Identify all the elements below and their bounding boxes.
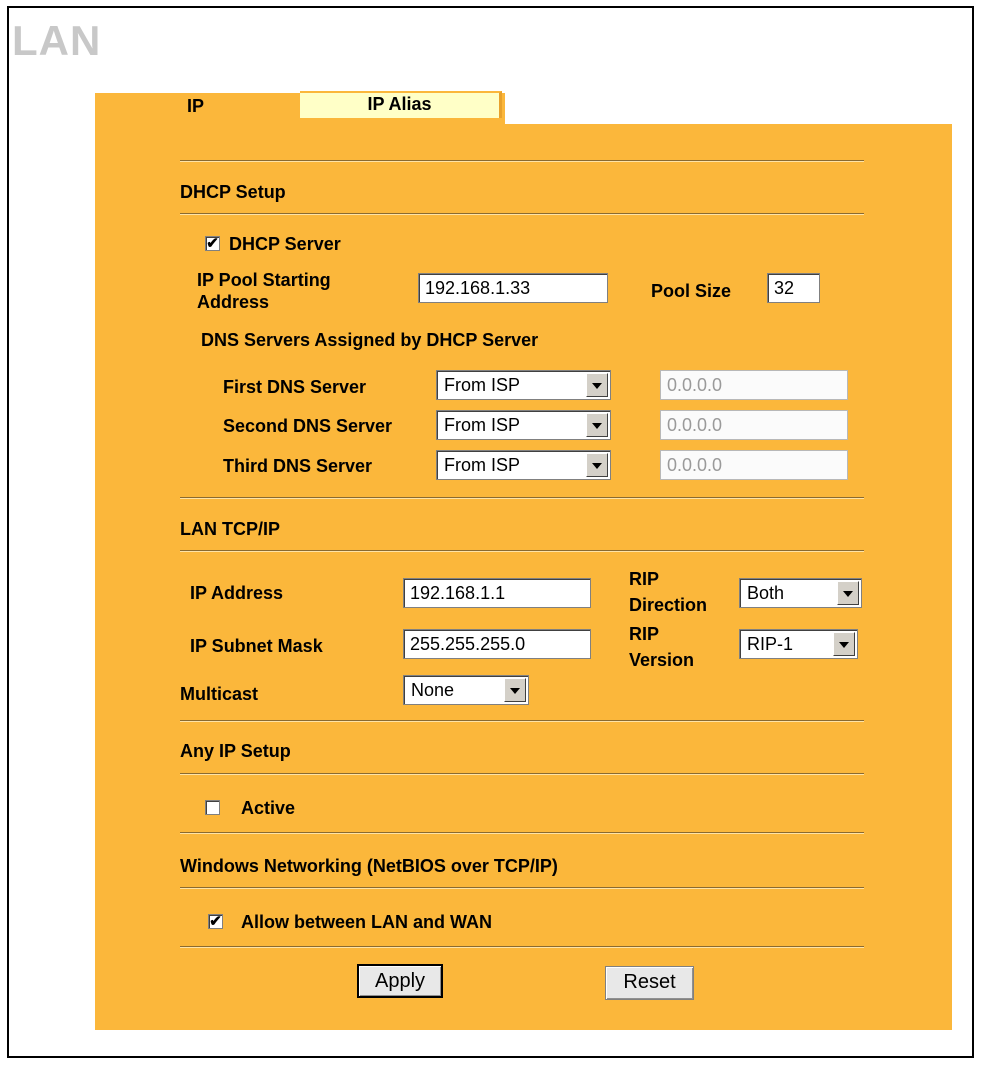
tab-ip-label: IP xyxy=(187,96,205,116)
rip-version-label: RIP xyxy=(629,624,660,644)
chevron-down-icon[interactable] xyxy=(504,678,526,702)
first-dns-select-value: From ISP xyxy=(444,375,521,395)
pool-start-label-line2: Address xyxy=(197,292,270,312)
second-dns-label: Second DNS Server xyxy=(223,416,393,436)
rip-version-select[interactable] xyxy=(739,629,858,659)
tab-ip[interactable] xyxy=(95,93,300,124)
first-dns-label: First DNS Server xyxy=(223,377,367,397)
third-dns-select[interactable] xyxy=(436,450,611,480)
dhcp-server-checkbox[interactable] xyxy=(205,236,220,251)
divider xyxy=(180,946,864,948)
second-dns-select-value: From ISP xyxy=(444,415,521,435)
divider xyxy=(180,497,864,499)
subnet-mask-input[interactable]: 255.255.255.0 xyxy=(403,629,591,659)
third-dns-address: 0.0.0.0 xyxy=(660,450,848,480)
tab-ip-alias[interactable]: IP Alias xyxy=(300,91,502,118)
any-ip-active-label: Active xyxy=(241,798,296,818)
chevron-down-icon[interactable] xyxy=(586,373,608,397)
any-ip-active-checkbox[interactable] xyxy=(205,800,220,815)
divider xyxy=(180,773,864,775)
chevron-down-icon[interactable] xyxy=(833,632,855,656)
divider xyxy=(180,887,864,889)
rip-direction-select[interactable] xyxy=(739,578,862,608)
third-dns-select-value: From ISP xyxy=(444,455,521,475)
divider xyxy=(180,832,864,834)
first-dns-select[interactable] xyxy=(436,370,611,400)
multicast-select[interactable] xyxy=(403,675,529,705)
dns-heading: DNS Servers Assigned by DHCP Server xyxy=(201,330,539,350)
first-dns-address: 0.0.0.0 xyxy=(660,370,848,400)
check-mark-icon: ✔ xyxy=(209,913,222,930)
chevron-down-icon[interactable] xyxy=(837,581,859,605)
chevron-down-icon[interactable] xyxy=(586,453,608,477)
third-dns-label: Third DNS Server xyxy=(223,456,373,476)
subnet-mask-label: IP Subnet Mask xyxy=(190,636,323,656)
ip-address-input[interactable]: 192.168.1.1 xyxy=(403,578,591,608)
multicast-label: Multicast xyxy=(180,684,259,704)
netbios-allow-label: Allow between LAN and WAN xyxy=(241,912,493,932)
ip-address-label: IP Address xyxy=(190,583,284,603)
reset-button[interactable]: Reset xyxy=(605,966,694,1000)
apply-button[interactable]: Apply xyxy=(357,964,443,998)
dhcp-section-title: DHCP Setup xyxy=(180,182,286,202)
divider xyxy=(180,213,864,215)
multicast-value: None xyxy=(411,680,455,700)
divider xyxy=(180,160,864,162)
any-ip-section-title: Any IP Setup xyxy=(180,741,291,761)
divider xyxy=(180,720,864,722)
check-mark-icon: ✔ xyxy=(206,235,219,252)
rip-version-value: RIP-1 xyxy=(747,634,794,654)
netbios-allow-checkbox[interactable] xyxy=(208,914,223,929)
pool-start-input[interactable]: 192.168.1.33 xyxy=(418,273,608,303)
divider xyxy=(180,550,864,552)
second-dns-address: 0.0.0.0 xyxy=(660,410,848,440)
rip-direction-label-line2: Direction xyxy=(629,595,708,615)
pool-size-label: Pool Size xyxy=(651,281,732,301)
netbios-section-title: Windows Networking (NetBIOS over TCP/IP) xyxy=(180,856,558,876)
dhcp-server-label: DHCP Server xyxy=(229,234,341,254)
chevron-down-icon[interactable] xyxy=(586,413,608,437)
settings-panel xyxy=(95,124,952,1030)
pool-size-input[interactable]: 32 xyxy=(767,273,820,303)
second-dns-select[interactable] xyxy=(436,410,611,440)
pool-start-label: IP Pool Starting xyxy=(197,270,331,290)
rip-direction-value: Both xyxy=(747,583,785,603)
lan-tcpip-section-title: LAN TCP/IP xyxy=(180,519,281,539)
rip-version-label-line2: Version xyxy=(629,650,695,670)
rip-direction-label: RIP xyxy=(629,569,660,589)
page-title: LAN xyxy=(12,17,102,64)
